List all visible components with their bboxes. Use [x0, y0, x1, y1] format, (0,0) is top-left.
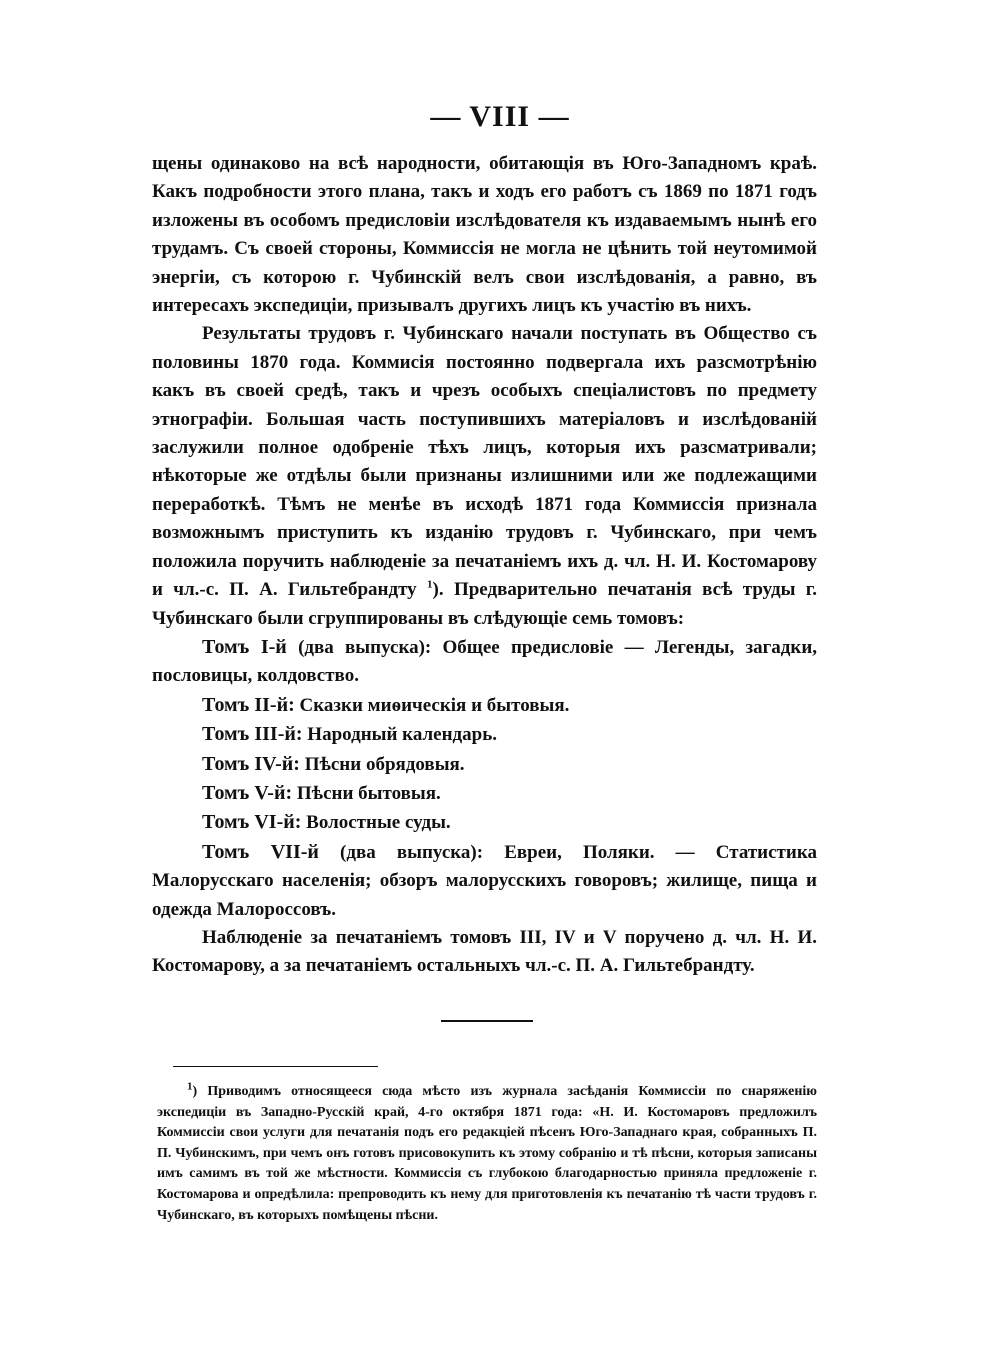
volume-7 — [152, 838, 817, 924]
volume-2-desc: Сказки миѳическія и бытовыя. — [299, 694, 570, 716]
footnote — [157, 1082, 817, 1226]
page-number: — VIII — — [430, 100, 570, 133]
volume-4 — [152, 750, 817, 779]
volume-3 — [152, 720, 817, 749]
volume-5 — [152, 779, 817, 808]
paragraph-2-text: Результаты трудовъ г. Чубинскаго начали поступать въ Общество съ половины 1870 года. Коммисія постоянно подвергала ихъ разсмотрѣнію какъ въ своей средѣ, такъ и чрезъ особыхъ спеціалистовъ по предмету этнографіи. Большая часть поступившихъ матеріаловъ и изслѣдованій заслужили полное одобреніе тѣхъ лицъ, которыя ихъ разсматривали; нѣкоторые же отдѣлы были признаны излишними или же подлежащими переработкѣ. Тѣмъ не менѣе въ исходѣ 1871 года Коммиссія признала возможнымъ приступить къ изданію трудовъ г. Чубинскаго, при чемъ положила поручить наблюденіе за печатаніемъ ихъ д. чл. Н. И. Костомарову и чл.-с. П. А. Гильтебрандту — [152, 323, 817, 601]
footnote-text: ) Приводимъ относящееся сюда мѣсто изъ журнала засѣданія Коммиссіи по снаряженію экспедиціи въ Западно-Русскій край, 4-го октября 1871 года: «Н. И. Костомаровъ предложилъ Коммиссіи свои услуги для печатанія подъ его редакціей пѣсенъ Юго-Западнаго края, собранныхъ П. П. Чубинскимъ, при чемъ онъ готовъ присовокупить къ этому собранію и тѣ пѣсни, которыя записаны имъ самимъ въ той же мѣстности. Коммиссія съ глубокою благодарностью приняла предложеніе г. Костомарова и опредѣлила: препроводить къ нему для приготовленія къ печатанію тѣ части трудовъ г. Чубинскаго, въ которыхъ помѣщены пѣсни. — [157, 1084, 817, 1223]
footnote-marker: 1 — [187, 1080, 193, 1093]
closing-paragraph: Наблюденіе за печатаніемъ томовъ III, IV и V поручено д. чл. Н. И. Костомарову, а за печатаніемъ остальныхъ чл.-с. П. А. Гильтебрандту. — [152, 926, 817, 977]
paragraph-1: щены одинаково на всѣ народности, обитающія въ Юго-Западномъ краѣ. Какъ подробности этого плана, такъ и ходъ его работъ съ 1869 по 1871 годъ изложены въ особомъ предисловіи изслѣдователя къ издаваемымъ нынѣ его трудамъ. Съ своей стороны, Коммиссія не могла не цѣнить той неутомимой энергіи, съ которою г. Чубинскій велъ свои изслѣдованія, а равно, въ интересахъ экспедиціи, призывалъ другихъ лицъ къ участію въ нихъ. — [152, 153, 817, 317]
volume-7-desc: (два выпуска): Евреи, Поляки. — Статистика Малорусскаго населенія; обзоръ малорусскихъ говоровъ; жилище, пища и одежда Малороссовъ. — [152, 841, 817, 920]
volume-6 — [152, 808, 817, 837]
volume-5-desc: Пѣсни бытовыя. — [296, 782, 441, 804]
volume-4-desc: Пѣсни обрядовыя. — [304, 753, 465, 775]
footnote-divider — [173, 1066, 378, 1067]
volume-4-label: Томъ IV-й: — [202, 752, 300, 775]
volume-1 — [152, 633, 817, 691]
main-text — [152, 150, 817, 981]
volume-3-desc: Народный календарь. — [307, 724, 498, 746]
volume-6-desc: Волостные суды. — [306, 812, 451, 834]
volume-3-label: Томъ III-й: — [202, 723, 303, 746]
volume-2-label: Томъ II-й: — [202, 693, 295, 716]
paragraph-2 — [152, 320, 817, 632]
volume-1-desc: (два выпуска): Общее предисловіе — Легенды, загадки, пословицы, колдовство. — [152, 636, 818, 687]
volume-6-label: Томъ VI-й: — [202, 811, 302, 834]
volume-7-label: Томъ VII-й — [202, 840, 319, 863]
footnote-reference: 1 — [427, 578, 433, 591]
volume-2 — [152, 691, 817, 720]
volume-1-label: Томъ I-й — [202, 635, 287, 658]
section-divider — [441, 1020, 533, 1022]
volume-5-label: Томъ V-й: — [202, 781, 293, 804]
paragraph-2-continuation: ). Предварительно печатанія всѣ труды г. Чубинскаго были сгруппированы въ слѣдующіе семь томовъ: — [152, 579, 818, 629]
